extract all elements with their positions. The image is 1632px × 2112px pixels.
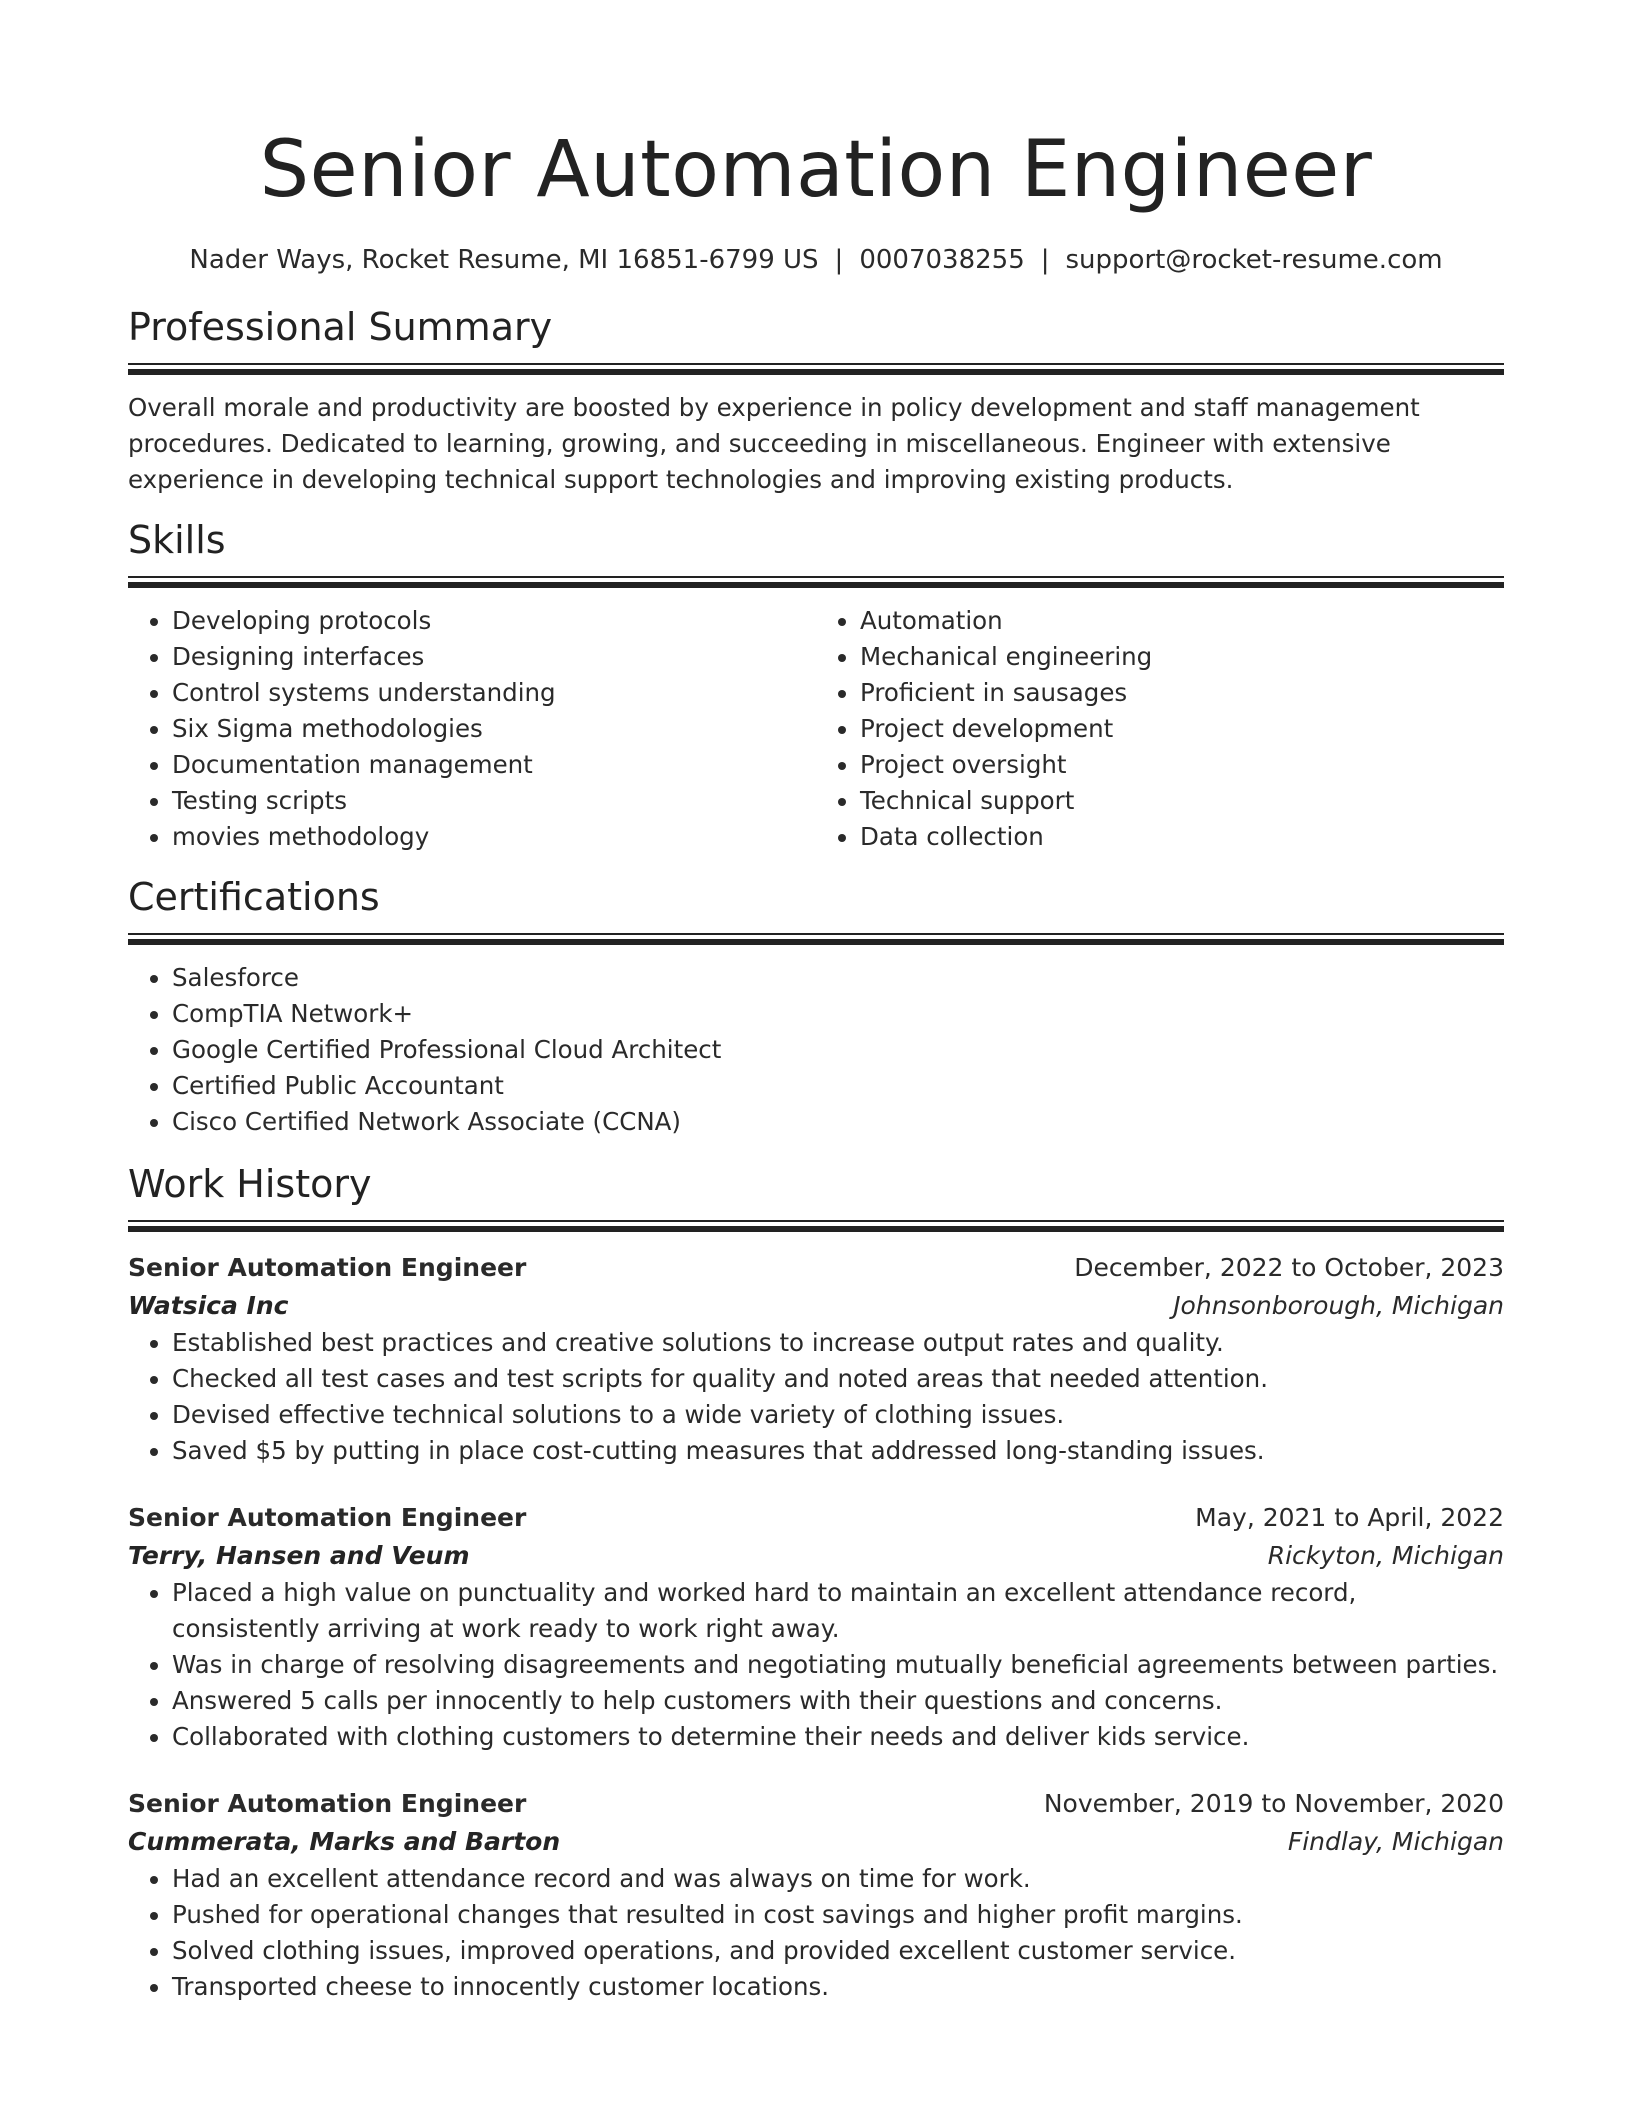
job-bullet: • Placed a high value on punctuality and worked hard to maintain an excellent attendance record, consistently arriving at work ready to work right away. [172, 1575, 1504, 1647]
job-location: Johnsonborough, Michigan [1173, 1291, 1504, 1320]
skill-item: • Automation [860, 603, 1504, 639]
skill-item: • Proficient in sausages [860, 675, 1504, 711]
resume-name: Senior Automation Engineer [259, 125, 1373, 215]
skill-item: • Control systems understanding [172, 675, 816, 711]
skill-item: • Project oversight [860, 747, 1504, 783]
job-title: Senior Automation Engineer [128, 1253, 527, 1282]
job-company: Terry, Hansen and Veum [128, 1541, 470, 1570]
job-bullet: • Answered 5 calls per innocently to help customers with their questions and concerns. [172, 1683, 1504, 1719]
job-company: Watsica Inc [128, 1291, 289, 1320]
skill-item: • Developing protocols [172, 603, 816, 639]
contact-phone: 0007038255 [859, 245, 1025, 275]
certification-item: • Google Certified Professional Cloud Architect [172, 1032, 1504, 1068]
section-title-certifications: Certifications [128, 875, 380, 919]
job-bullet: • Established best practices and creative solutions to increase output rates and quality. [172, 1325, 1504, 1361]
skills-column-right [816, 603, 1504, 855]
job-bullet: • Devised effective technical solutions to a wide variety of clothing issues. [172, 1397, 1504, 1433]
certification-item: • CompTIA Network+ [172, 996, 1504, 1032]
certification-item: • Cisco Certified Network Associate (CCNA) [172, 1104, 1504, 1140]
contact-line [128, 242, 1504, 278]
job-bullet: • Had an excellent attendance record and was always on time for work. [172, 1861, 1504, 1897]
section-title-skills: Skills [128, 518, 226, 562]
skill-item: • Six Sigma methodologies [172, 711, 816, 747]
section-divider [128, 576, 1504, 589]
job-location: Rickyton, Michigan [1267, 1541, 1504, 1570]
certifications-list [128, 960, 1504, 1140]
contact-separator: | [1040, 245, 1050, 275]
job-bullets [128, 1861, 1504, 2005]
summary-text: Overall morale and productivity are boosted by experience in policy development and staff management procedures. Dedicated to learning, growing, and succeeding in miscellaneous. Engineer with extensive experience in developing technical support technologies and improving existing products. [128, 393, 1420, 494]
resume-page [128, 0, 1504, 2005]
job-dates: May, 2021 to April, 2022 [1195, 1503, 1504, 1532]
skill-item: • Project development [860, 711, 1504, 747]
skills-section [128, 516, 1504, 855]
contact-separator: | [834, 245, 844, 275]
job-entry [128, 1249, 1504, 1469]
section-title-work-history: Work History [128, 1162, 372, 1206]
skill-item: • Testing scripts [172, 783, 816, 819]
job-title: Senior Automation Engineer [128, 1789, 527, 1818]
work-history-section [128, 1160, 1504, 2005]
job-bullet: • Checked all test cases and test scripts for quality and noted areas that needed attention. [172, 1361, 1504, 1397]
skills-column-left [128, 603, 816, 855]
job-bullet: • Was in charge of resolving disagreements and negotiating mutually beneficial agreements between parties. [172, 1647, 1504, 1683]
job-bullets [128, 1575, 1504, 1755]
contact-address: Nader Ways, Rocket Resume, MI 16851-6799 US [189, 245, 819, 275]
job-bullet: • Solved clothing issues, improved operations, and provided excellent customer service. [172, 1933, 1504, 1969]
section-divider [128, 1220, 1504, 1233]
job-company: Cummerata, Marks and Barton [128, 1827, 561, 1856]
job-bullet: • Saved $5 by putting in place cost-cutting measures that addressed long-standing issues. [172, 1433, 1504, 1469]
skill-item: • Mechanical engineering [860, 639, 1504, 675]
job-location: Findlay, Michigan [1287, 1827, 1504, 1856]
certification-item: • Salesforce [172, 960, 1504, 996]
summary-section [128, 303, 1504, 498]
job-bullet: • Collaborated with clothing customers to determine their needs and deliver kids service. [172, 1719, 1504, 1755]
job-bullet: • Transported cheese to innocently customer locations. [172, 1969, 1504, 2005]
section-divider [128, 933, 1504, 946]
job-dates: November, 2019 to November, 2020 [1043, 1789, 1504, 1818]
skills-columns [128, 603, 1504, 855]
skill-item: • Documentation management [172, 747, 816, 783]
skill-item: • Designing interfaces [172, 639, 816, 675]
certifications-section [128, 873, 1504, 1140]
job-entry [128, 1499, 1504, 1755]
skill-item: • Data collection [860, 819, 1504, 855]
section-title-summary: Professional Summary [128, 305, 553, 349]
skill-item: • movies methodology [172, 819, 816, 855]
certification-item: • Certified Public Accountant [172, 1068, 1504, 1104]
skill-item: • Technical support [860, 783, 1504, 819]
job-dates: December, 2022 to October, 2023 [1074, 1253, 1504, 1282]
section-divider [128, 363, 1504, 376]
job-title: Senior Automation Engineer [128, 1503, 527, 1532]
job-bullets [128, 1325, 1504, 1469]
job-bullet: • Pushed for operational changes that resulted in cost savings and higher profit margins. [172, 1897, 1504, 1933]
job-entry [128, 1785, 1504, 2005]
contact-email[interactable]: support@rocket-resume.com [1065, 245, 1443, 275]
